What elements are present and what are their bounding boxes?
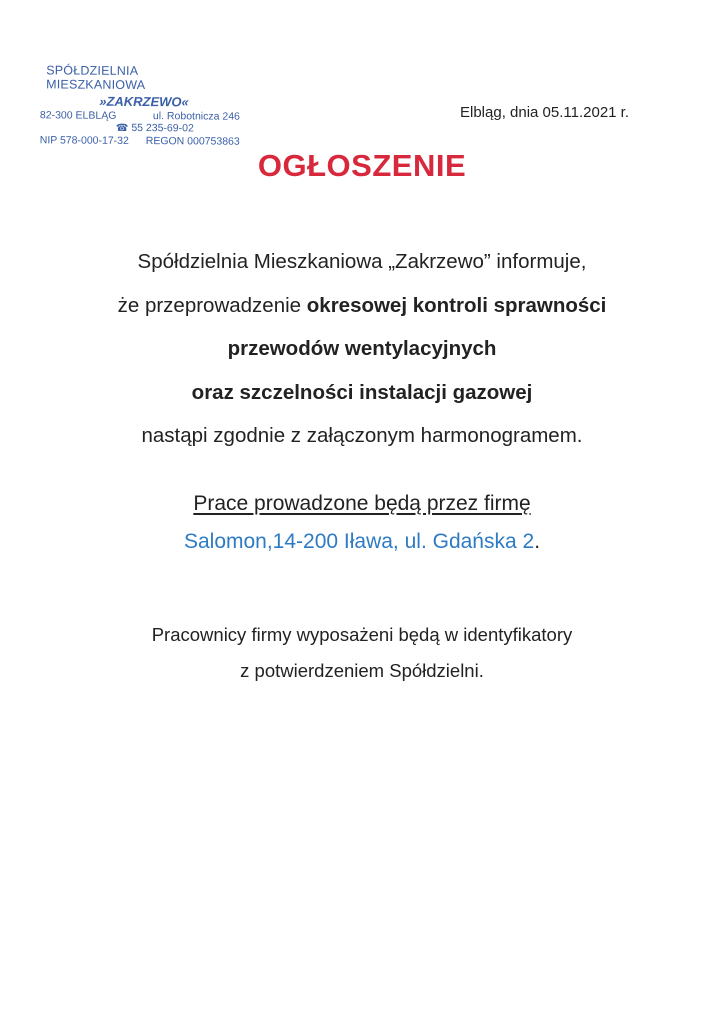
stamp-name: SPÓŁDZIELNIA MIESZKANIOWA [46, 63, 146, 93]
page-title: OGŁOSZENIE [257, 148, 467, 183]
stamp-nip: NIP 578-000-17-32 [39, 134, 129, 147]
stamp-ids-row [40, 134, 240, 147]
stamp-phone: 55 235-69-02 [131, 121, 194, 135]
stamp-phone-row [70, 122, 240, 135]
contractor-info [0, 492, 724, 554]
document-date: Elbląg, dnia 05.11.2021 r. [460, 104, 630, 121]
stamp-regon: REGON 000753863 [145, 135, 240, 148]
body-line-4: oraz szczelności instalacji gazowej [191, 380, 533, 404]
stamp-postal: 82-300 ELBLĄG [39, 109, 117, 122]
workers-line-1: Pracownicy firmy wyposażeni będą w identyfikatory [151, 624, 573, 645]
contractor-company [0, 530, 724, 554]
body-line-2-bold: okresowej kontroli sprawności [306, 293, 607, 317]
stamp-coop: »ZAKRZEWO« [99, 93, 189, 110]
contractor-intro: Prace prowadzone będą przez firmę [193, 492, 531, 515]
phone-icon: ☎ [115, 122, 129, 134]
body-line-2-normal: że przeprowadzenie [117, 293, 307, 317]
workers-line-2: z potwierdzeniem Spółdzielni. [240, 660, 484, 681]
stamp-address-row [40, 109, 240, 122]
contractor-company-period: . [534, 530, 541, 553]
organization-stamp [40, 63, 241, 147]
contractor-company-name: Salomon,14-200 Iława, ul. Gdańska 2 [183, 530, 535, 553]
body-line-1: Spółdzielnia Mieszkaniowa „Zakrzewo” informuje, [137, 250, 587, 273]
body-line-3: przewodów wentylacyjnych [227, 337, 497, 360]
workers-info [0, 618, 724, 690]
body-line-5: nastąpi zgodnie z załączonym harmonogramem. [141, 424, 583, 447]
stamp-street: ul. Robotnicza 246 [152, 110, 240, 123]
body-line-2 [0, 286, 724, 330]
announcement-body [0, 242, 724, 460]
